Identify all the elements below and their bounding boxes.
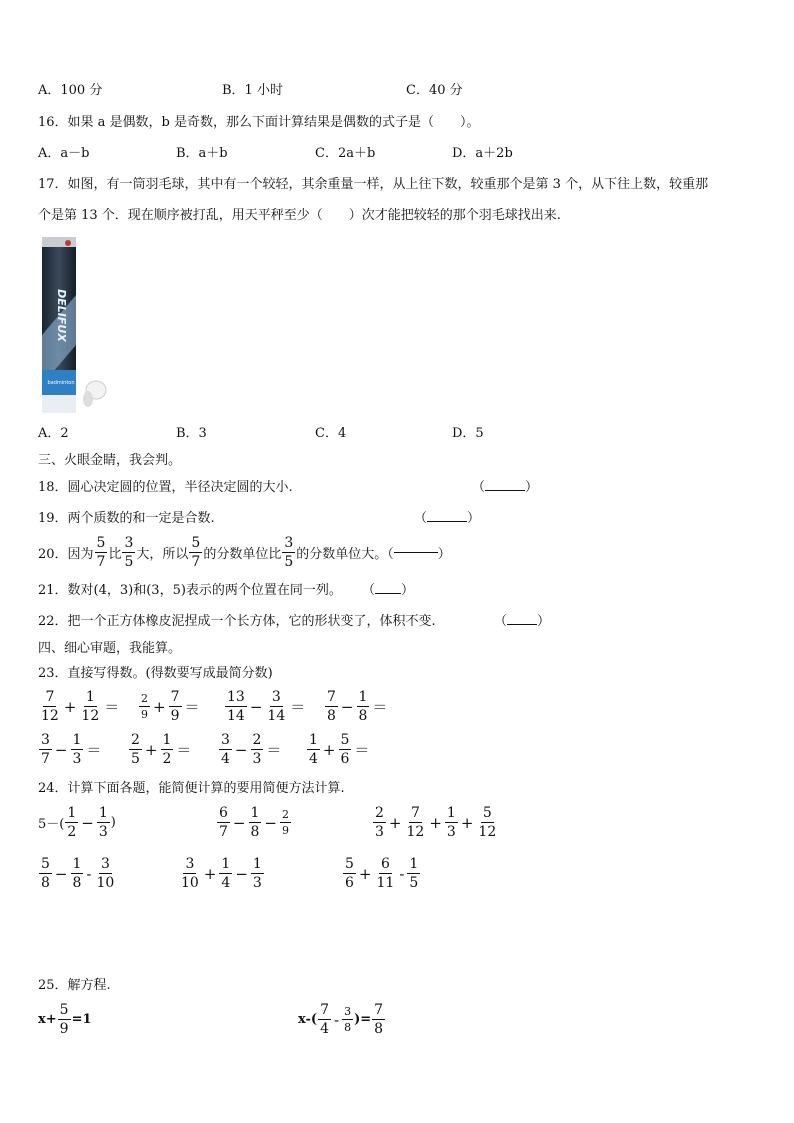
q22-text: 22．把一个正方体橡皮泥捏成一个长方体，它的形状变了，体积不变.	[38, 614, 436, 629]
operator: −	[340, 697, 354, 716]
operator: −	[54, 740, 68, 759]
denominator: 2	[162, 751, 172, 767]
operator: +	[358, 864, 372, 883]
denominator: 10	[181, 875, 199, 891]
fraction	[407, 857, 420, 890]
numerator: 3	[344, 1005, 352, 1018]
answer-blank[interactable]	[375, 593, 401, 594]
denominator: 8	[358, 708, 368, 724]
denominator: 4	[320, 1021, 329, 1037]
numerator: 1	[98, 805, 108, 821]
fraction	[343, 857, 356, 890]
denominator: 5	[131, 751, 140, 767]
operator: +	[322, 740, 336, 759]
numerator: 5	[191, 535, 201, 551]
q16-option-c: C．2a＋b	[315, 146, 376, 161]
fraction	[39, 733, 52, 766]
q25-equation-1: x+ $\frac{5}{9}$ =1	[38, 1002, 92, 1037]
q24-expr-4	[38, 857, 117, 890]
paren-left: （	[362, 583, 376, 598]
numerator: 13	[227, 689, 245, 705]
answer-blank[interactable]	[394, 552, 438, 553]
fraction	[95, 536, 108, 569]
q23-stem: 23．直接写得数。(得数要写成最简分数)	[38, 666, 273, 681]
q23-item-1	[38, 690, 121, 723]
q17-option-c: C．4	[315, 426, 347, 441]
operator: −	[264, 813, 277, 832]
fraction	[169, 690, 182, 723]
operator: −	[54, 864, 68, 883]
denominator: 9	[141, 708, 148, 721]
denominator: 7	[191, 554, 201, 570]
numerator: 1	[162, 732, 172, 748]
numerator: 2	[252, 732, 262, 748]
denominator: 12	[478, 824, 497, 840]
denominator: 3	[375, 824, 384, 840]
denominator: 8	[344, 1021, 352, 1034]
operator: -	[334, 1010, 340, 1029]
fraction	[58, 1003, 71, 1036]
denominator: 3	[72, 751, 82, 767]
operator: +	[153, 697, 166, 716]
q19-text: 19．两个质数的和一定是合数.	[38, 511, 215, 526]
fraction	[405, 806, 427, 839]
fraction	[79, 690, 101, 723]
fraction	[342, 1006, 353, 1033]
operator: −	[249, 697, 263, 716]
q20-text-2: 比	[108, 547, 122, 562]
q20-text-6: ）	[437, 547, 451, 562]
operator: ＝	[266, 741, 282, 759]
q15-option-a: A．100 分	[38, 83, 103, 98]
denominator: 8	[72, 875, 82, 891]
numerator: 3	[41, 732, 50, 748]
fraction	[39, 857, 52, 890]
q22-answer-paren[interactable]	[494, 613, 550, 631]
operator: −	[235, 864, 248, 883]
denominator: 5	[409, 875, 419, 891]
numerator: 3	[284, 535, 294, 551]
q23-item-5	[38, 733, 103, 766]
q24-expr-1: 5－( $\frac{1}{2}$ − $\frac{1}{3}$ )	[38, 805, 116, 840]
paren-right: ）	[525, 480, 539, 495]
paren-left: （	[472, 480, 486, 495]
operator: ＝	[104, 698, 120, 716]
numerator: 3	[100, 856, 110, 872]
operator: -	[86, 864, 92, 883]
denominator: 4	[309, 751, 318, 767]
q20-text-1: 20．因为	[38, 547, 94, 562]
q16-option-a: A．a－b	[38, 146, 90, 161]
fraction	[339, 733, 352, 766]
operator: ＝	[176, 741, 192, 759]
fraction	[97, 806, 110, 839]
section-3-title: 三、火眼金睛，我会判。	[38, 453, 182, 468]
numerator: 7	[327, 689, 336, 705]
answer-blank[interactable]	[427, 521, 467, 522]
q20-line	[38, 536, 451, 569]
paren-left: （	[414, 511, 428, 526]
operator: ＝	[86, 741, 102, 759]
numerator: 7	[320, 1002, 329, 1018]
numerator: 5	[41, 856, 50, 872]
denominator: 5	[284, 554, 294, 570]
numerator: 1	[72, 856, 82, 872]
numerator: 3	[221, 732, 230, 748]
numerator: 1	[252, 856, 262, 872]
numerator: 3	[124, 535, 134, 551]
numerator: 2	[131, 732, 140, 748]
q21-answer-paren[interactable]	[362, 582, 414, 600]
numerator: 7	[170, 689, 180, 705]
numerator: 7	[374, 1002, 384, 1018]
answer-blank[interactable]	[507, 624, 537, 625]
operator: ＝	[372, 698, 388, 716]
denominator: 4	[221, 875, 231, 891]
numerator: 3	[185, 856, 195, 872]
operator: −	[81, 813, 94, 832]
denominator: 3	[446, 824, 456, 840]
denominator: 10	[96, 875, 115, 891]
fraction	[445, 806, 458, 839]
tube-brand-text: DELIFUX	[54, 288, 68, 342]
q17-stem-line2: 个是第 13 个．现在顺序被打乱，用天平秤至少（ ）次才能把较轻的那个羽毛球找出来.	[38, 208, 561, 223]
q24-expr-2	[216, 806, 292, 839]
q23-item-2	[138, 690, 202, 723]
fraction	[219, 857, 232, 890]
numerator: 2	[375, 805, 384, 821]
fraction	[65, 806, 78, 839]
fraction	[251, 733, 264, 766]
operator: +	[63, 697, 77, 716]
q18-text: 18．圆心决定圆的位置，半径决定圆的大小.	[38, 480, 293, 495]
numerator: 1	[72, 732, 82, 748]
fraction	[179, 857, 201, 890]
q25-equation-2: x-( $\frac{7}{4}$ - $\frac{3}{8}$ )= $\frac{7}{8}$	[298, 1002, 384, 1037]
q15-option-c: C．40 分	[406, 83, 463, 98]
fraction	[71, 857, 84, 890]
denominator: 9	[59, 1021, 69, 1037]
answer-blank[interactable]	[485, 490, 525, 491]
fraction	[39, 690, 61, 723]
numerator: 1	[446, 805, 456, 821]
fraction	[122, 536, 135, 569]
q21-text: 21．数对(4，3)和(3，5)表示的两个位置在同一列。	[38, 583, 342, 598]
numerator: 5	[345, 856, 354, 872]
fraction	[219, 733, 232, 766]
fraction	[71, 733, 84, 766]
q17-option-a: A．2	[38, 426, 69, 441]
numerator: 3	[271, 689, 281, 705]
numerator: 5	[340, 732, 350, 748]
denominator: 7	[96, 554, 106, 570]
fraction	[217, 806, 230, 839]
q16-option-d: D．a＋2b	[452, 146, 513, 161]
q16-stem: 16．如果 a 是偶数，b 是奇数，那么下面计算结果是偶数的式子是（ ）。	[38, 115, 480, 130]
fraction	[251, 857, 264, 890]
q23-item-7	[218, 733, 283, 766]
denominator: 3	[252, 875, 262, 891]
fraction	[318, 1003, 331, 1036]
denominator: 12	[81, 708, 100, 724]
q19-answer-paren[interactable]	[414, 510, 480, 528]
denominator: 5	[124, 554, 134, 570]
q25-stem: 25．解方程.	[38, 978, 111, 993]
numerator: 7	[410, 805, 420, 821]
q23-item-3	[224, 690, 307, 723]
q24-expr-6	[342, 857, 421, 890]
numerator: 1	[358, 689, 368, 705]
numerator: 5	[482, 805, 492, 821]
shuttlecock-tube-image	[38, 235, 108, 415]
fraction	[139, 693, 150, 720]
q17-option-b: B．3	[176, 426, 207, 441]
section-4-title: 四、细心审题，我能算。	[38, 641, 182, 656]
denominator: 9	[282, 824, 289, 837]
numerator: 2	[141, 692, 148, 705]
operator: +	[388, 813, 402, 832]
denominator: 14	[227, 708, 245, 724]
operator: -	[399, 864, 405, 883]
numerator: 1	[250, 805, 260, 821]
q18-answer-paren[interactable]	[472, 479, 538, 497]
q20-text-3: 大，所以	[136, 547, 189, 562]
q17-option-d: D．5	[452, 426, 484, 441]
fraction	[373, 806, 386, 839]
fraction	[129, 733, 142, 766]
denominator: 7	[41, 751, 50, 767]
paren-right: ）	[401, 583, 415, 598]
numerator: 5	[59, 1002, 69, 1018]
paren-right: ）	[467, 511, 481, 526]
tube-sub-text: badminton	[47, 380, 75, 386]
denominator: 8	[327, 708, 336, 724]
denominator: 3	[98, 824, 108, 840]
denominator: 6	[340, 751, 350, 767]
q23-item-6	[128, 733, 193, 766]
paren-left: （	[494, 614, 508, 629]
fraction	[161, 733, 174, 766]
operator: +	[429, 813, 442, 832]
denominator: 2	[67, 824, 77, 840]
fraction	[357, 690, 370, 723]
numerator: 2	[282, 808, 289, 821]
denominator: 8	[41, 875, 50, 891]
numerator: 1	[221, 856, 231, 872]
fraction	[372, 1003, 385, 1036]
fraction	[375, 857, 397, 890]
q24-expr-5	[178, 857, 265, 890]
fraction	[280, 809, 291, 836]
fraction	[476, 806, 498, 839]
q20-text-5: 的分数单位大。（	[296, 547, 394, 562]
numerator: 7	[45, 689, 55, 705]
operator: −	[232, 813, 246, 832]
numerator: 5	[96, 535, 106, 551]
operator: ＝	[290, 698, 306, 716]
fraction	[95, 857, 117, 890]
q23-item-4	[324, 690, 389, 723]
numerator: 1	[67, 805, 77, 821]
numerator: 1	[85, 689, 95, 705]
fraction	[307, 733, 320, 766]
fraction	[225, 690, 247, 723]
operator: +	[460, 813, 474, 832]
denominator: 7	[219, 824, 228, 840]
fraction	[189, 536, 202, 569]
q24-expr-3	[372, 806, 499, 839]
operator: ＝	[184, 698, 200, 716]
numerator: 1	[409, 856, 419, 872]
operator: −	[234, 740, 248, 759]
paren-right: ）	[537, 614, 551, 629]
q17-stem-line1: 17．如图，有一筒羽毛球，其中有一个较轻，其余重量一样，从上往下数，较重那个是第 3 个，从下往上数，较重那	[38, 177, 709, 192]
q24-stem: 24．计算下面各题，能简便计算的要用简便方法计算.	[38, 781, 345, 796]
q15-option-b: B．1 小时	[222, 83, 283, 98]
denominator: 3	[252, 751, 262, 767]
fraction	[265, 690, 287, 723]
denominator: 9	[170, 708, 180, 724]
numerator: 6	[219, 805, 228, 821]
q23-item-8	[306, 733, 371, 766]
operator: +	[144, 740, 158, 759]
operator: ＝	[354, 741, 370, 759]
denominator: 11	[376, 875, 395, 891]
denominator: 8	[374, 1021, 384, 1037]
q16-option-b: B．a＋b	[176, 146, 228, 161]
numerator: 1	[309, 732, 318, 748]
denominator: 14	[267, 708, 286, 724]
fraction	[282, 536, 295, 569]
denominator: 6	[345, 875, 354, 891]
fraction	[249, 806, 262, 839]
q20-text-4: 的分数单位比	[203, 547, 282, 562]
numerator: 6	[380, 856, 390, 872]
denominator: 12	[41, 708, 59, 724]
operator: +	[203, 864, 217, 883]
denominator: 8	[250, 824, 260, 840]
denominator: 4	[221, 751, 230, 767]
denominator: 12	[406, 824, 425, 840]
fraction	[325, 690, 338, 723]
